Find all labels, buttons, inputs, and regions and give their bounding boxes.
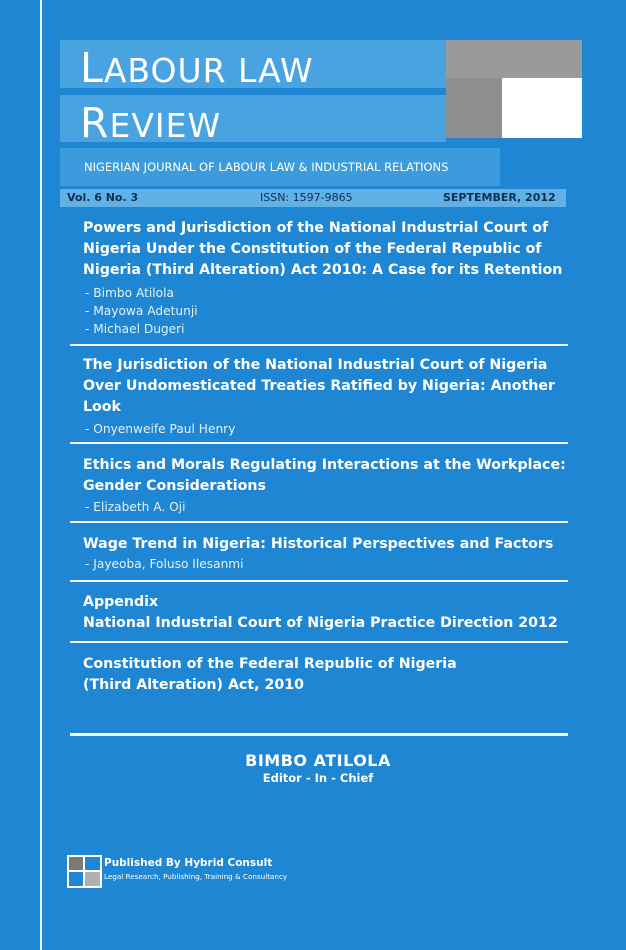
article-4-title: Wage Trend in Nigeria: Historical Perspectives and Factors: [83, 536, 554, 552]
article-3-title: Ethics and Morals Regulating Interactions at the Workplace: Gender Considerations: [83, 457, 566, 494]
publisher-tagline: Legal Research, Publishing, Training & Consultancy: [104, 872, 288, 881]
divider: [70, 442, 568, 444]
constitution-title: Constitution of the Federal Republic of Nigeria (Third Alteration) Act, 2010: [83, 656, 457, 693]
divider: [70, 641, 568, 643]
article-1-author-1: - Bimbo Atilola: [85, 286, 174, 300]
spine-line: [40, 0, 42, 950]
publisher-name: Published By Hybrid Consult: [104, 857, 273, 869]
masthead-logo-block-white: [502, 78, 582, 138]
masthead-logo-block-gray: [446, 40, 582, 78]
article-1-title: Powers and Jurisdiction of the National Industrial Court of Nigeria Under the Constitution of the Federal Republic of Nigeria (Third Alteration) Act 2010: A Case for its Retention: [83, 220, 563, 278]
issue-volume: Vol. 6 No. 3: [67, 191, 139, 204]
divider: [70, 580, 568, 582]
article-2-title: The Jurisdiction of the National Industrial Court of Nigeria Over Undomesticated Treaties Ratified by Nigeria: Another Look: [83, 357, 555, 415]
issue-issn: ISSN: 1597-9865: [260, 191, 353, 204]
divider: [70, 344, 568, 346]
editor-name: BIMBO ATILOLA: [245, 751, 391, 770]
editor-role: Editor - In - Chief: [262, 771, 374, 785]
article-2-author-1: - Onyenweife Paul Henry: [85, 422, 236, 436]
article-4-author-1: - Jayeoba, Foluso Ilesanmi: [85, 557, 244, 571]
divider: [70, 521, 568, 523]
article-1-author-2: - Mayowa Adetunji: [85, 304, 198, 318]
divider: [70, 733, 568, 736]
journal-title-line1: LABOUR LAW: [80, 44, 314, 92]
appendix-title: Appendix National Industrial Court of Nigeria Practice Direction 2012: [83, 594, 558, 631]
masthead-logo-block-dark: [446, 78, 502, 138]
article-3-author-1: - Elizabeth A. Oji: [85, 500, 186, 514]
publisher-logo-icon: [67, 855, 102, 888]
journal-title-line2: REVIEW: [80, 99, 222, 147]
journal-subtitle: NIGERIAN JOURNAL OF LABOUR LAW & INDUSTRIAL RELATIONS: [84, 160, 449, 174]
article-1-author-3: - Michael Dugeri: [85, 322, 185, 336]
issue-date: SEPTEMBER, 2012: [443, 191, 556, 204]
